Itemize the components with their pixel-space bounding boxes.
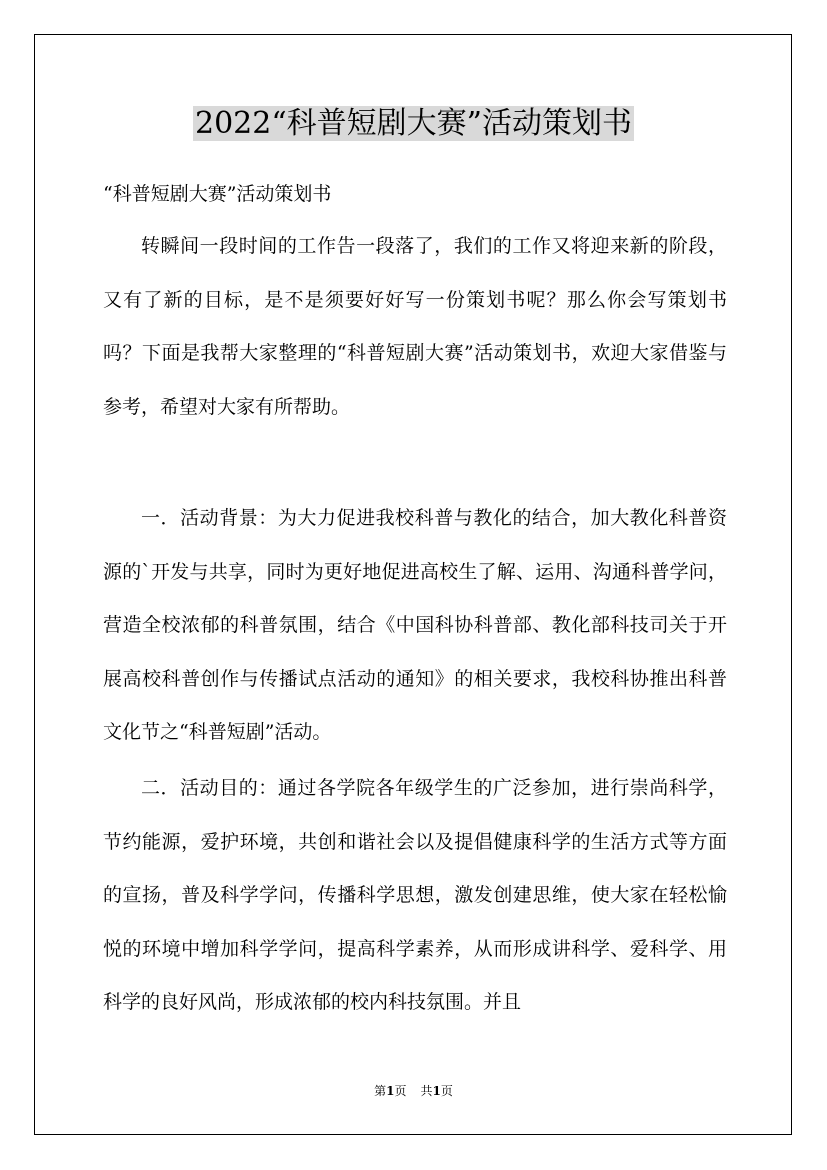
paragraph-intro: 转瞬间一段时间的工作告一段落了，我们的工作又将迎来新的阶段，又有了新的目标，是不是须要好好写一份策划书呢？那么你会写策划书吗？下面是我帮大家整理的“科普短剧大赛”活动策划书，欢迎大家借鉴与参考，希望对大家有所帮助。 <box>103 235 727 418</box>
page-footer <box>0 1082 827 1100</box>
page-suffix: 页 <box>394 1084 407 1098</box>
paragraph-background: 一．活动背景：为大力促进我校科普与教化的结合，加大教化科普资源的`开发与共享，同时为更好地促进高校生了解、运用、沟通科普学问，营造全校浓郁的科普氛围，结合《中国科协科普部、教化部科技司关于开展高校科普创作与传播试点活动的通知》的相关要求，我校科协推出科普文化节之“科普短剧”活动。 <box>103 507 727 744</box>
document-subtitle: “科普短剧大赛”活动策划书 <box>103 183 332 205</box>
page-current: 1 <box>386 1084 395 1098</box>
page-prefix: 第 <box>374 1084 387 1098</box>
paragraph-purpose: 二．活动目的：通过各学院各年级学生的广泛参加，进行崇尚科学，节约能源，爱护环境，共创和谐社会以及提倡健康科学的生活方式等方面的宣扬，普及科学学问，传播科学思想，激发创建思维，使大家在轻松愉悦的环境中增加科学学问，提高科学素养，从而形成讲科学、爱科学、用科学的良好风尚，形成浓郁的校内科技氛围。并且 <box>103 777 727 1014</box>
page-total <box>421 1084 453 1098</box>
total-prefix: 共 <box>420 1084 433 1098</box>
document-title <box>0 103 827 145</box>
document-title-text: 2022“科普短剧大赛”活动策划书 <box>194 106 633 141</box>
total-count: 1 <box>432 1084 441 1098</box>
page-number <box>374 1084 406 1098</box>
total-suffix: 页 <box>440 1084 453 1098</box>
